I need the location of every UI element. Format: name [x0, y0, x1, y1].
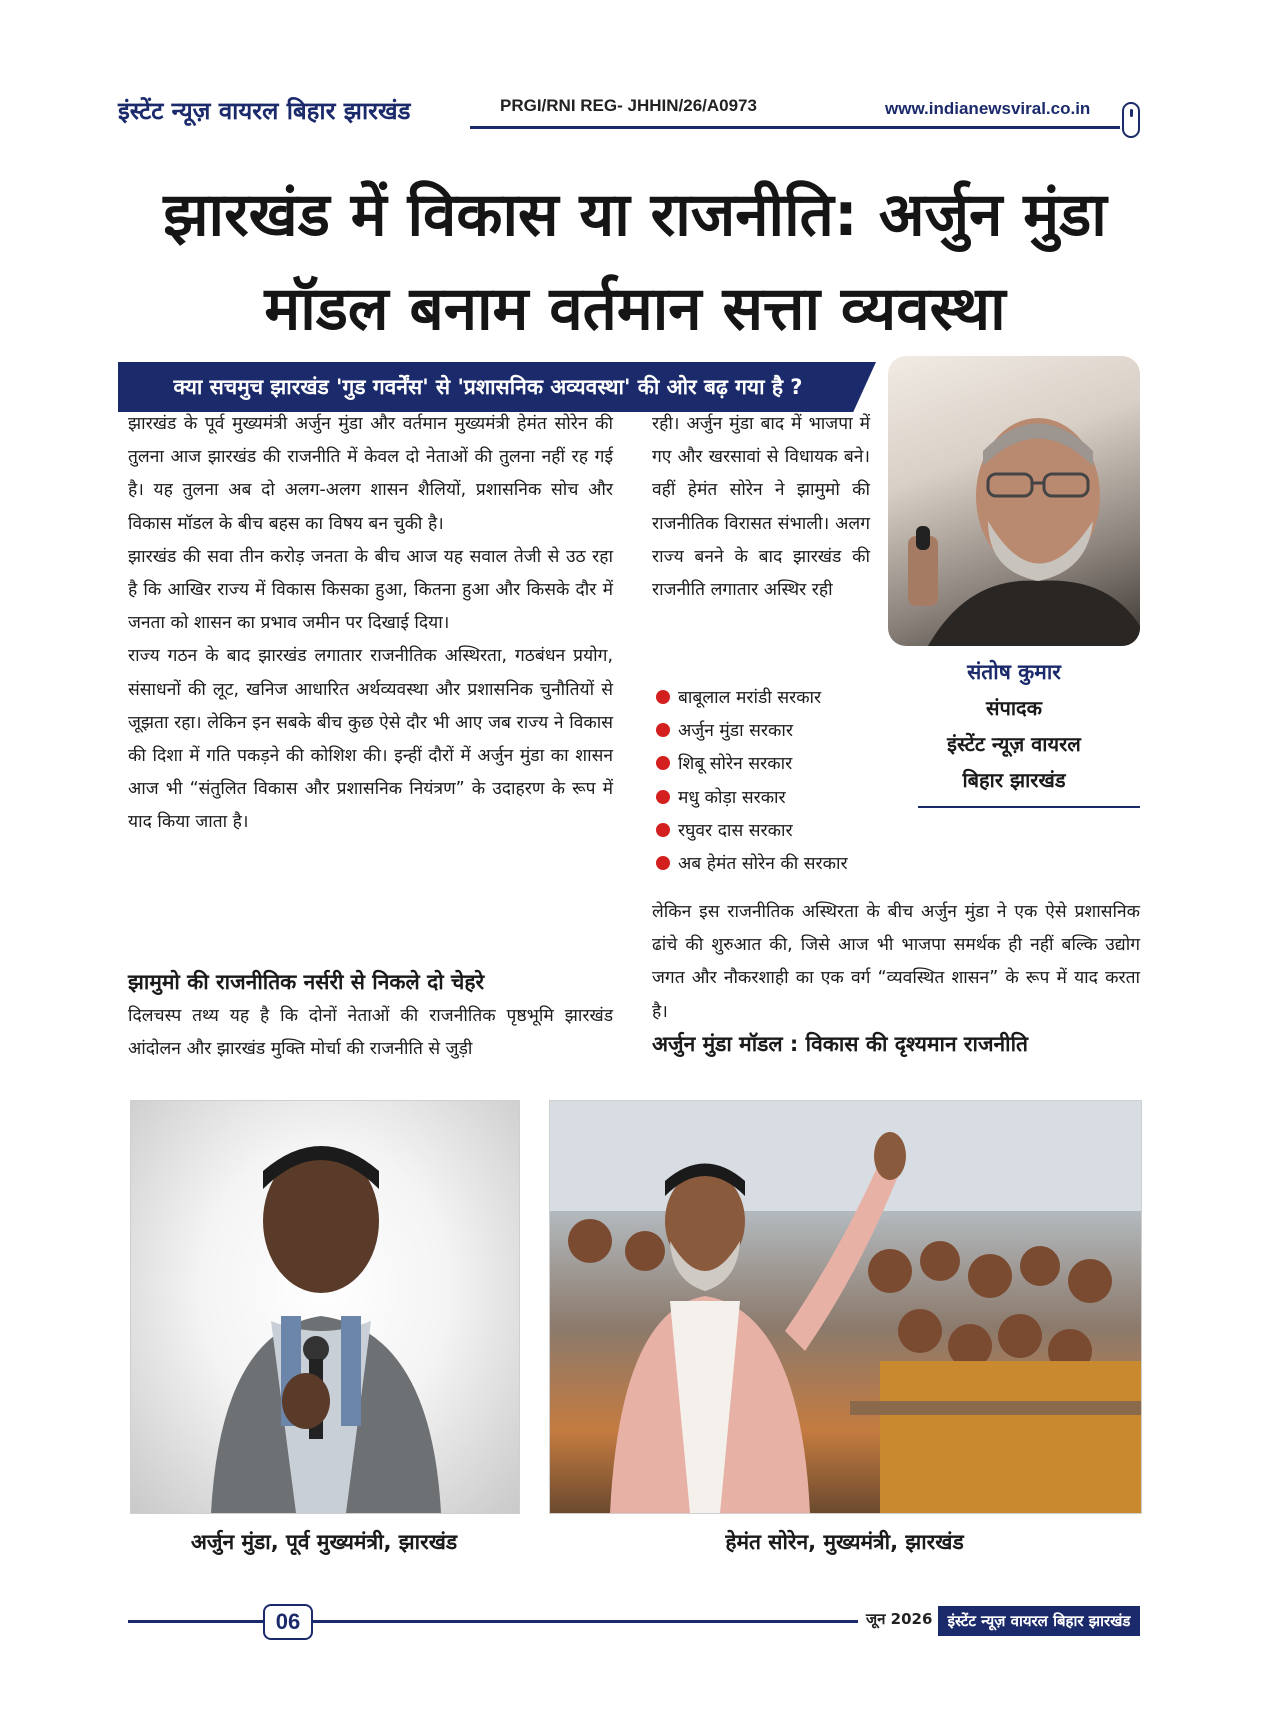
bullet-dot-icon [656, 790, 670, 804]
editor-photo-illustration [888, 356, 1140, 646]
middle-column [652, 408, 870, 607]
arjun-photo-illustration [131, 1101, 519, 1513]
website-link[interactable]: www.indianewsviral.co.in [885, 99, 1091, 118]
list-item: रघुवर दास सरकार [656, 815, 906, 848]
editor-photo [888, 356, 1140, 646]
issue-date: जून 2026 [866, 1610, 933, 1628]
paragraph-1: झारखंड के पूर्व मुख्यमंत्री अर्जुन मुंडा और वर्तमान मुख्यमंत्री हेमंत सोरेन की तुलना आज झारखंड की राजनीति में केवल दो नेताओं की तुलना नहीं रह गई है। यह तुलना अब दो अलग-अलग शासन शैलियों, प्रशासनिक सोच और विकास मॉडल के बीच बहस का विषय बन चुकी है। [128, 414, 613, 534]
government-list [656, 682, 906, 881]
title-line-1: झारखंड में विकास या राजनीति: अर्जुन मुंडा [163, 180, 1107, 250]
bullet-dot-icon [656, 856, 670, 870]
bullet-dot-icon [656, 756, 670, 770]
title-line-2: मॉडल बनाम वर्तमान सत्ता व्यवस्था [264, 274, 1006, 344]
left-column [128, 408, 613, 840]
list-item: बाबूलाल मरांडी सरकार [656, 682, 906, 715]
caption-arjun-munda: अर्जुन मुंडा, पूर्व मुख्यमंत्री, झारखंड [190, 1530, 458, 1554]
caption-hemant-soren: हेमंत सोरेन, मुख्यमंत्री, झारखंड [725, 1530, 964, 1554]
page-number: 06 [263, 1604, 313, 1640]
editor-organization-line-2: बिहार झारखंड [962, 768, 1066, 792]
subtitle-banner: क्या सचमुच झारखंड 'गुड गवर्नेंस' से 'प्रशासनिक अव्यवस्था' की ओर बढ़ गया है ? [173, 375, 803, 399]
hemant-photo-illustration [550, 1101, 1141, 1513]
bullet-dot-icon [656, 723, 670, 737]
footer-brand: इंस्टेंट न्यूज़ वायरल बिहार झारखंड [938, 1606, 1140, 1636]
article-title [120, 168, 1150, 356]
subheading-arjun-model: अर्जुन मुंडा मॉडल : विकास की दृश्यमान राजनीति [652, 1032, 1029, 1056]
photo-arjun-munda [130, 1100, 520, 1514]
right-column [652, 896, 1140, 1029]
masthead-brand: इंस्टेंट न्यूज़ वायरल बिहार झारखंड [118, 97, 411, 125]
left-column-continued [128, 1000, 613, 1066]
paragraph-mid: रही। अर्जुन मुंडा बाद में भाजपा में गए और खरसावां से विधायक बने। वहीं हेमंत सोरेन ने झामुमो की राजनीतिक विरासत संभाली। अलग राज्य बनने के बाद झारखंड की राजनीति लगातार अस्थिर रही [652, 414, 870, 601]
list-item: मधु कोड़ा सरकार [656, 782, 906, 815]
editor-role: संपादक [985, 696, 1043, 720]
photo-hemant-soren [549, 1100, 1142, 1514]
editor-name: संतोष कुमार [967, 660, 1061, 684]
editor-organization-line-1: इंस्टेंट न्यूज़ वायरल [947, 732, 1081, 756]
mouse-icon [1122, 102, 1140, 138]
editor-divider [918, 806, 1140, 808]
footer-rule-right [313, 1620, 858, 1623]
list-item: शिबू सोरेन सरकार [656, 748, 906, 781]
paragraph-4: दिलचस्प तथ्य यह है कि दोनों नेताओं की राजनीतिक पृष्ठभूमि झारखंड आंदोलन और झारखंड मुक्ति मोर्चा की राजनीति से जुड़ी [128, 1006, 613, 1060]
bullet-dot-icon [656, 690, 670, 704]
registration-number: PRGI/RNI REG- JHHIN/26/A0973 [500, 96, 757, 115]
list-item: अब हेमंत सोरेन की सरकार [656, 848, 906, 881]
bullet-dot-icon [656, 823, 670, 837]
footer-rule-left [128, 1620, 263, 1623]
subheading-jmm-nursery: झामुमो की राजनीतिक नर्सरी से निकले दो चेहरे [128, 970, 485, 994]
paragraph-3: राज्य गठन के बाद झारखंड लगातार राजनीतिक अस्थिरता, गठबंधन प्रयोग, संसाधनों की लूट, खनिज आधारित अर्थव्यवस्था और प्रशासनिक चुनौतियों से जूझता रहा। लेकिन इन सबके बीच कुछ ऐसे दौर भी आए जब राज्य ने विकास की दिशा में गति पकड़ने की कोशिश की। इन्हीं दौरों में अर्जुन मुंडा का शासन आज भी “संतुलित विकास और प्रशासनिक नियंत्रण” के उदाहरण के रूप में याद किया जाता है। [128, 646, 613, 833]
header-rule [470, 126, 1120, 129]
paragraph-2: झारखंड की सवा तीन करोड़ जनता के बीच आज यह सवाल तेजी से उठ रहा है कि आखिर राज्य में विकास किसका हुआ, कितना हुआ और किसके दौर में जनता को शासन का प्रभाव जमीन पर दिखाई दिया। [128, 546, 613, 634]
list-item: अर्जुन मुंडा सरकार [656, 715, 906, 748]
paragraph-right: लेकिन इस राजनीतिक अस्थिरता के बीच अर्जुन मुंडा ने एक ऐसे प्रशासनिक ढांचे की शुरुआत की, जिसे आज भी भाजपा समर्थक ही नहीं बल्कि उद्योग जगत और नौकरशाही का एक वर्ग “व्यवस्थित शासन” के रूप में याद करता है। [652, 902, 1140, 1022]
